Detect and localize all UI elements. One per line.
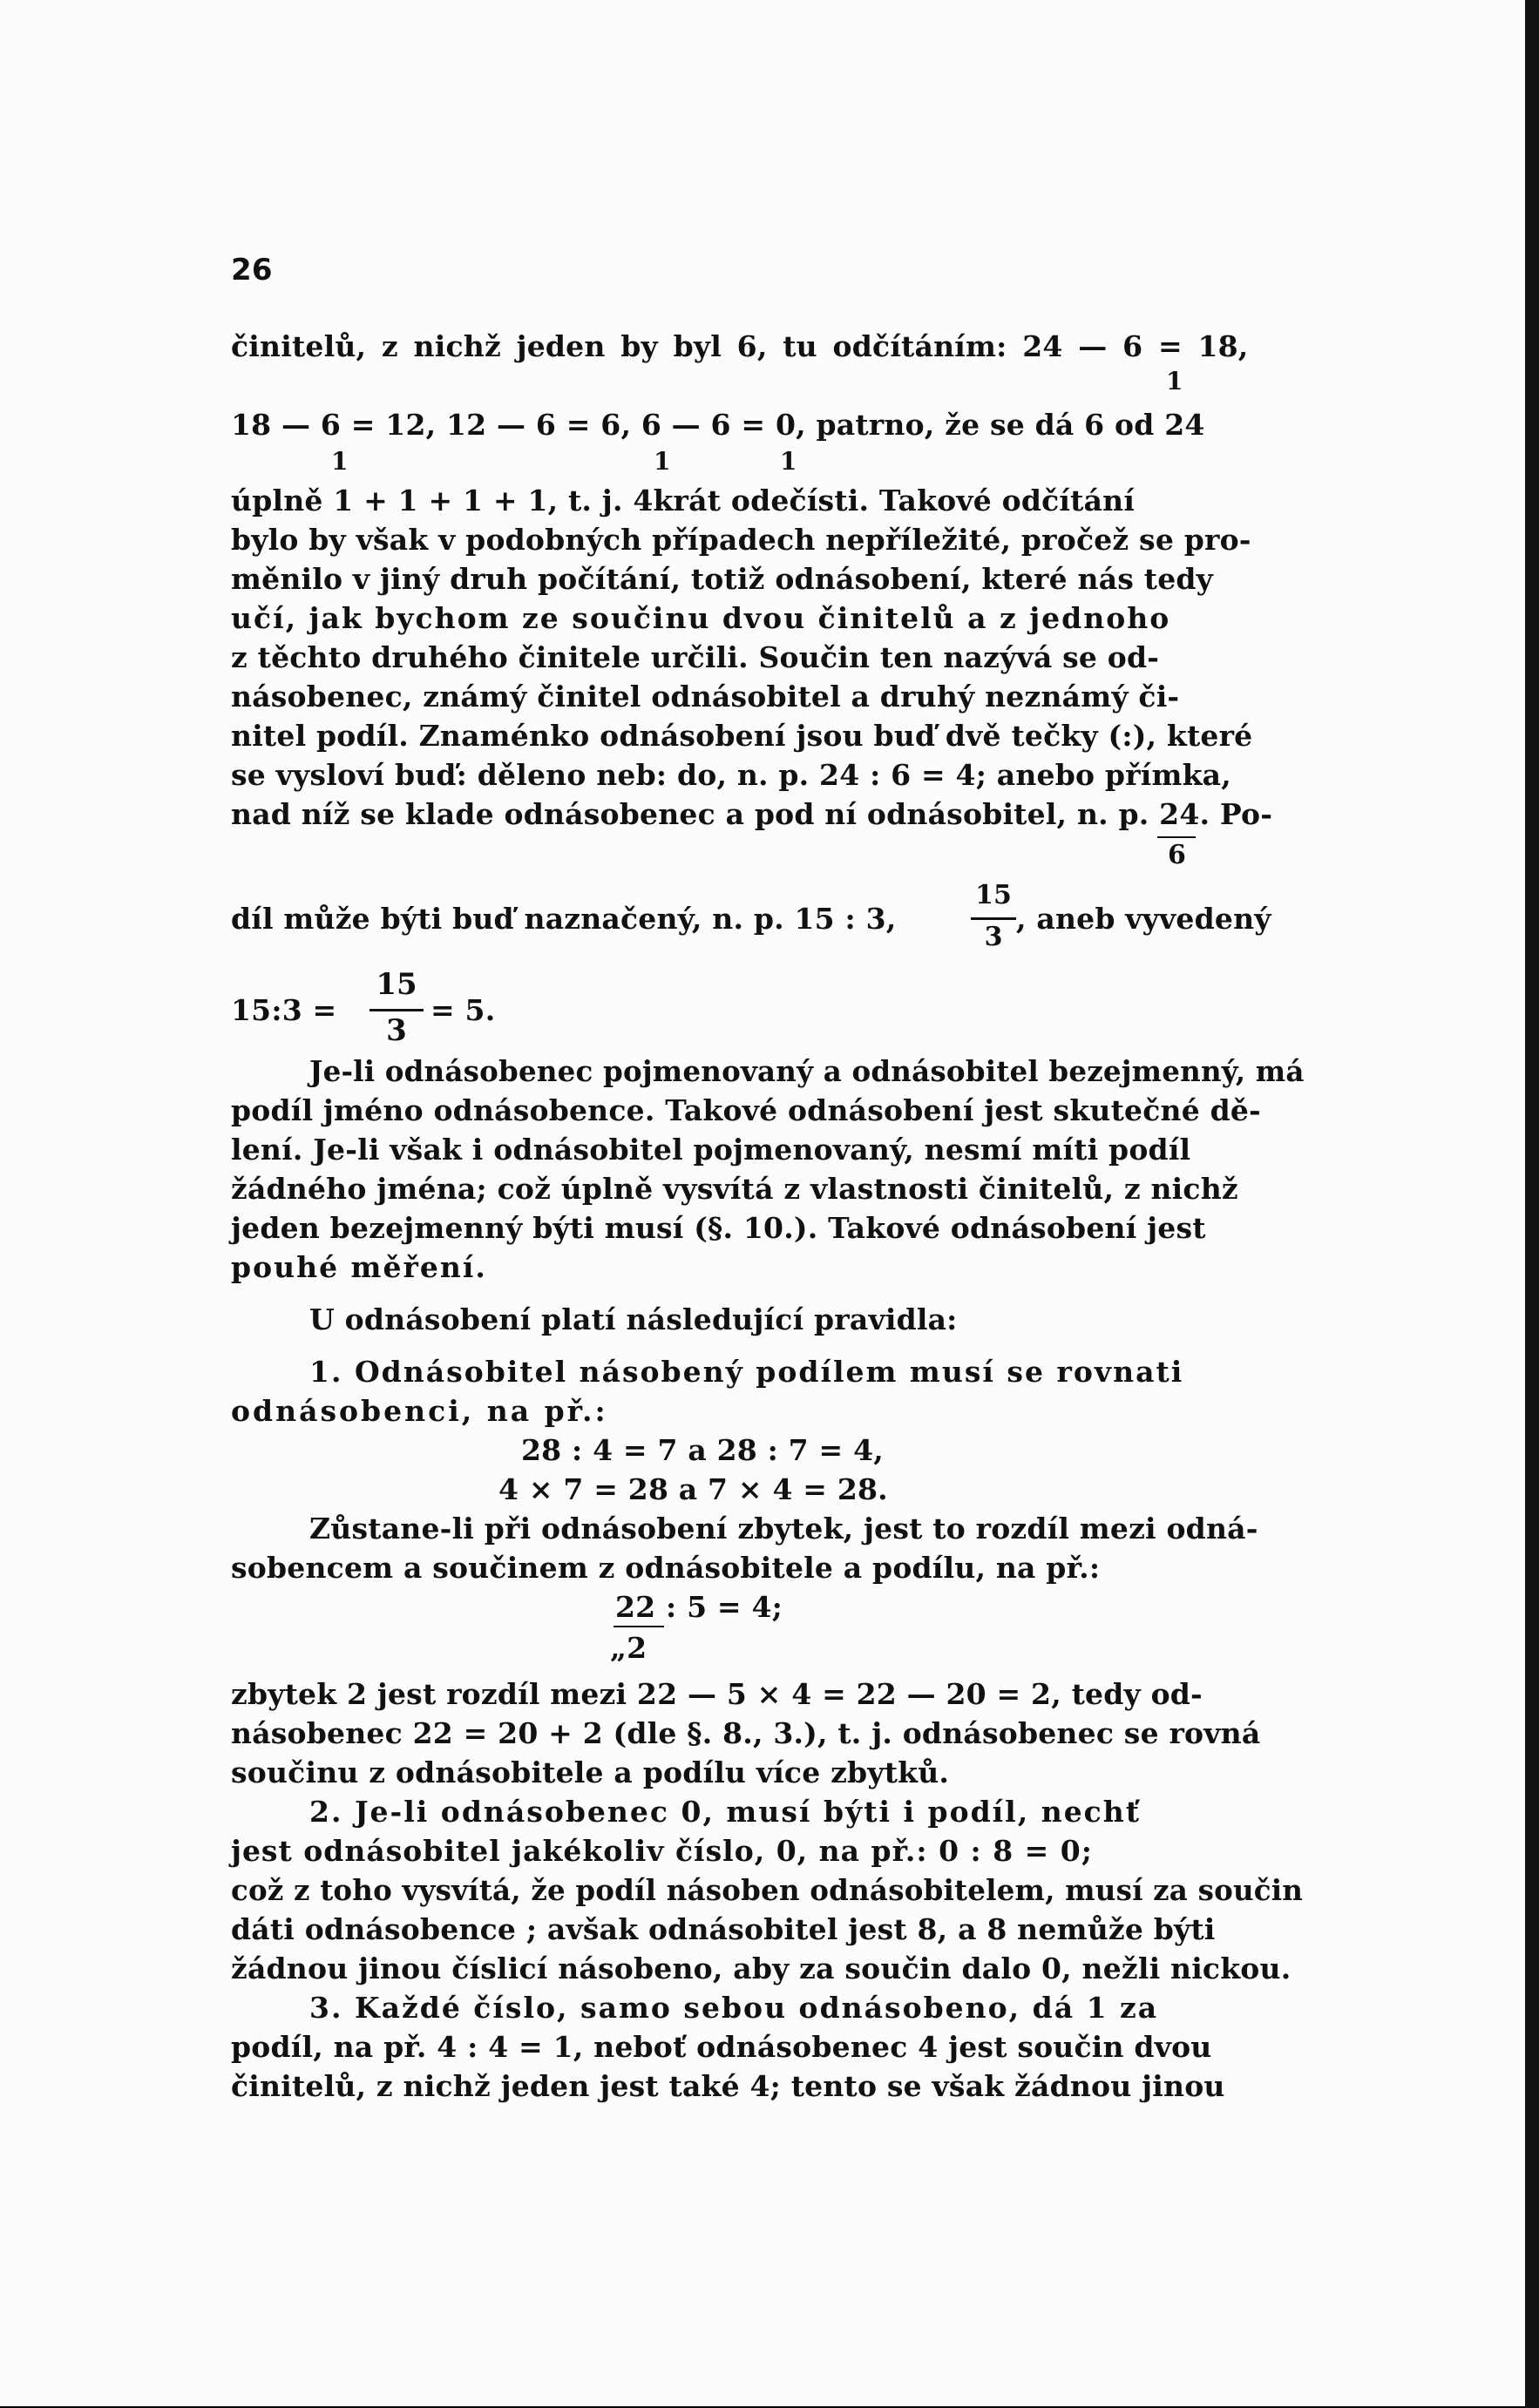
text-line: lení. Je-li však i odnásobitel pojmenovaný, nesmí míti podíl [231,1133,1191,1167]
text-line: podíl, na př. 4 : 4 = 1, neboť odnásobenec 4 jest součin dvou [231,2030,1212,2064]
text-line: jeden bezejmenný býti musí (§. 10.). Takové odnásobení jest [231,1211,1206,1245]
text-line: zbytek 2 jest rozdíl mezi 22 — 5 × 4 = 22 — 20 = 2, tedy od- [231,1677,1203,1711]
text-line: díl může býti buď naznačený, n. p. 15 : 3, [231,902,897,936]
text-line: 15:3 = [231,993,337,1027]
text-line: bylo by však v podobných případech nepříležité, pročež se pro- [231,523,1251,557]
text-line: jest odnásobitel jakékoliv číslo, 0, na př.: 0 : 8 = 0; [231,1834,1093,1868]
text-line: násobenec 22 = 20 + 2 (dle §. 8., 3.), t. j. odnásobenec se rovná [231,1716,1261,1750]
fraction-numerator: 15 [376,967,417,1002]
text-line: Je-li odnásobenec pojmenovaný a odnásobitel bezejmenný, má [309,1054,1305,1088]
text-line: činitelů, z nichž jeden by byl 6, tu odčítáním: 24 — 6 = 18, [231,329,1249,363]
text-line: součinu z odnásobitele a podílu více zbytků. [231,1755,950,1789]
text-line: 3. Každé číslo, samo sebou odnásobeno, dá 1 za [309,1991,1159,2025]
text-line: dáti odnásobence ; avšak odnásobitel jest 8, a 8 nemůže býti [231,1912,1216,1946]
text-line: sobencem a součinem z odnásobitele a podílu, na př.: [231,1551,1101,1585]
text-line: žádnou jinou číslicí násobeno, aby za součin dalo 0, nežli nickou. [231,1951,1292,1985]
fraction-denominator: 3 [386,1013,407,1048]
text-line: 4 × 7 = 28 a 7 × 4 = 28. [498,1472,888,1506]
text-line: 2. Je-li odnásobenec 0, musí býti i podíl, nechť [309,1795,1142,1829]
fraction-denominator: 3 [984,922,1003,952]
text-line: 1 [654,447,671,476]
text-line: U odnásobení platí následující pravidla: [309,1302,958,1336]
text-line: násobenec, známý činitel odnásobitel a druhý neznámý či- [231,680,1180,714]
text-line: se vysloví buď: děleno neb: do, n. p. 24 : 6 = 4; anebo přímka, [231,758,1231,792]
text-line: učí, jak bychom ze součinu dvou činitelů a z jednoho [231,601,1171,635]
text-line: nitel podíl. Znaménko odnásobení jsou buď dvě tečky (:), které [231,719,1253,753]
fraction-bar [369,1009,424,1011]
text-line: 1. Odnásobitel násobený podílem musí se rovnati [309,1355,1184,1389]
text-line: 18 — 6 = 12, 12 — 6 = 6, 6 — 6 = 0, patrno, že se dá 6 od 24 [231,408,1205,442]
text-line: činitelů, z nichž jeden jest také 4; tento se však žádnou jinou [231,2069,1225,2103]
text-line: 1 [780,447,797,476]
text-line: úplně 1 + 1 + 1 + 1, t. j. 4krát odečísti. Takové odčítání [231,484,1136,517]
fraction-bar [971,917,1016,920]
text-line: pouhé měření. [231,1250,487,1284]
text-line: , aneb vyvedený [1016,902,1271,936]
page-number: 26 [231,253,273,287]
text-line: nad níž se klade odnásobenec a pod ní odnásobitel, n. p. 24. Po- [231,797,1273,831]
fraction-numerator: 15 [975,880,1012,910]
text-line: odnásobenci, na př.: [231,1394,608,1428]
underline-bar [614,1626,664,1627]
text-line: = 5. [431,993,496,1027]
text-line: měnilo v jiný druh počítání, totiž odnásobení, které nás tedy [231,562,1214,596]
text-line: 28 : 4 = 7 a 28 : 7 = 4, [521,1433,884,1467]
text-line: „2 [610,1631,647,1665]
text-line: 6 [1168,840,1187,870]
text-line: z těchto druhého činitele určili. Součin ten nazývá se od- [231,640,1160,674]
text-line: 1 [331,447,349,476]
page-edge-right [1525,0,1539,2408]
text-line: podíl jméno odnásobence. Takové odnásobení jest skutečné dě- [231,1093,1261,1127]
text-line: 22 : 5 = 4; [615,1590,783,1624]
text-line: žádného jména; což úplně vysvítá z vlastnosti činitelů, z nichž [231,1172,1238,1206]
text-line: 1 [1166,367,1183,396]
text-line: což z toho vysvítá, že podíl násoben odnásobitelem, musí za součin [231,1873,1304,1907]
text-line: Zůstane-li při odnásobení zbytek, jest to rozdíl mezi odná- [309,1512,1258,1546]
